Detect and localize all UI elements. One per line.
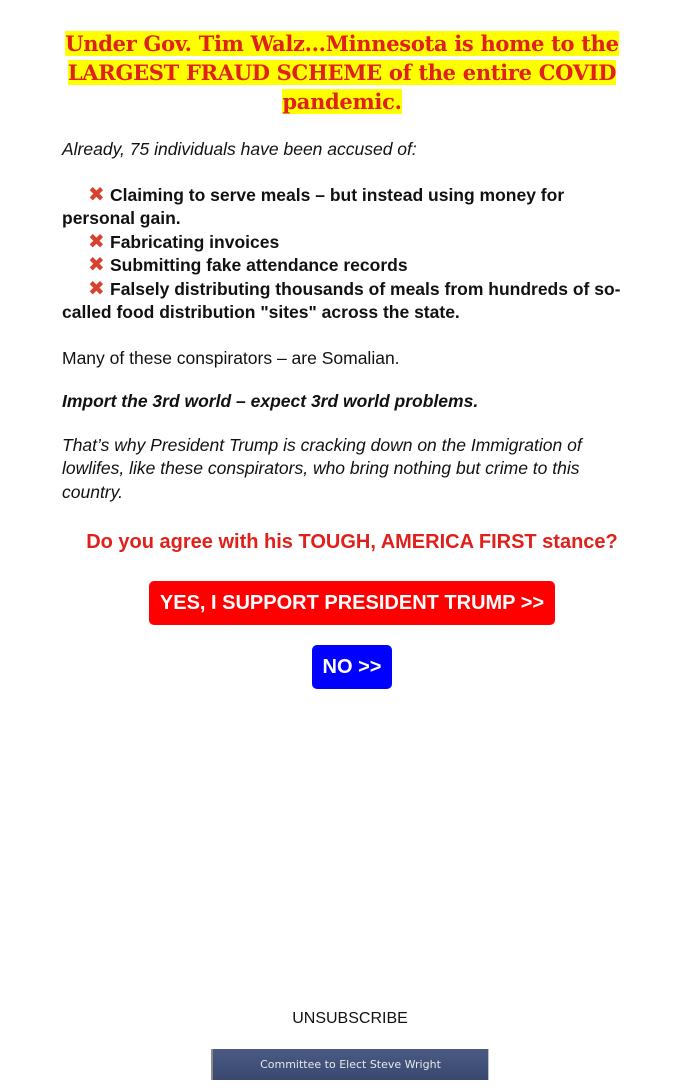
cross-mark-icon: ✖	[88, 252, 105, 276]
list-item-text: Falsely distributing thousands of meals from hundreds of so-called food distribution "sites" across the state.	[62, 278, 621, 322]
no-button-row	[72, 625, 632, 689]
list-item-text: Fabricating invoices	[110, 231, 280, 252]
question-heading: Do you agree with his TOUGH, AMERICA FIRST stance?	[86, 531, 618, 553]
list-item	[62, 254, 622, 278]
somali-line: Many of these conspirators – are Somalian.	[62, 347, 400, 368]
headline	[62, 29, 622, 116]
yes-button-row	[72, 555, 632, 625]
intro-text: Already, 75 individuals have been accused of:	[62, 139, 417, 159]
cross-mark-icon: ✖	[88, 275, 105, 300]
cross-mark-icon: ✖	[88, 228, 105, 253]
list-item	[62, 181, 622, 231]
list-item-text: Submitting fake attendance records	[110, 255, 408, 275]
list-item-text: Claiming to serve meals – but instead using money for personal gain.	[62, 184, 565, 228]
unsubscribe-link[interactable]: UNSUBSCRIBE	[292, 1010, 408, 1027]
trump-line: That’s why President Trump is cracking down on the Immigration of lowlifes, like these conspirators, who bring nothing but crime to this country.	[62, 434, 582, 502]
committee-footer-bar: Committee to Elect Steve Wright	[211, 1049, 489, 1080]
list-item	[62, 228, 622, 255]
email-body	[62, 0, 622, 689]
yes-button[interactable]: YES, I SUPPORT PRESIDENT TRUMP >>	[149, 581, 555, 625]
no-button[interactable]: NO >>	[312, 645, 393, 689]
headline-text: Under Gov. Tim Walz...Minnesota is home to the LARGEST FRAUD SCHEME of the entire COVID pandemic.	[65, 31, 619, 114]
accusation-list	[62, 181, 622, 325]
import-line: Import the 3rd world – expect 3rd world problems.	[62, 391, 479, 411]
cross-mark-icon: ✖	[88, 181, 105, 206]
list-item	[62, 275, 622, 325]
